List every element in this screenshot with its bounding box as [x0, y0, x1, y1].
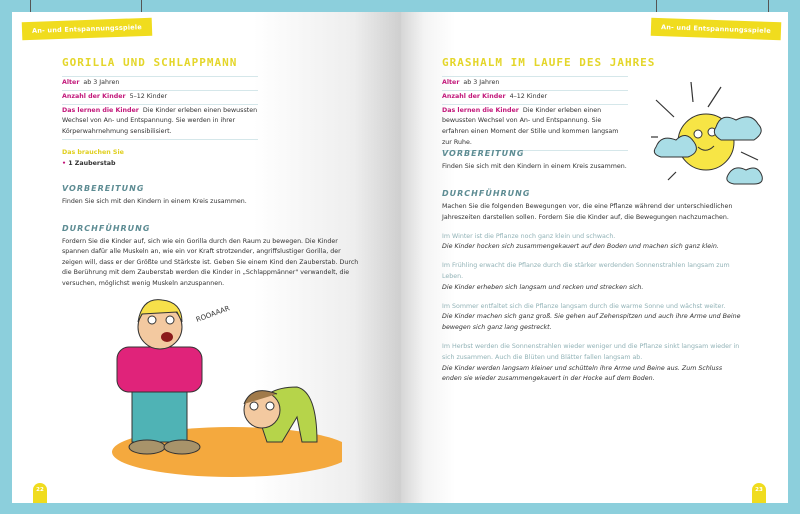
season-summer: [442, 302, 742, 334]
count-label: Anzahl der Kinder: [62, 92, 126, 100]
count-label: Anzahl der Kinder: [442, 92, 506, 100]
preparation: [442, 148, 682, 173]
age-label: Alter: [62, 79, 80, 86]
season-action: Die Kinder hocken sich zusammengekauert auf den Boden und machen sich ganz klein.: [442, 243, 719, 251]
season-text: Im Winter ist die Pflanze noch ganz klein und schwach.: [442, 232, 616, 240]
page-number: 22: [33, 483, 47, 503]
season-winter: [442, 232, 742, 254]
info-box: [442, 76, 628, 151]
season-text: Im Sommer entfaltet sich die Pflanze langsam durch die warme Sonne und wächst weiter.: [442, 302, 726, 310]
season-autumn: [442, 342, 742, 385]
count-value: 4–12 Kinder: [509, 92, 548, 100]
material-item: 1 Zauberstab: [68, 159, 116, 167]
left-page: [12, 12, 401, 503]
page-title: GORILLA UND SCHLAPPMANN: [62, 56, 238, 69]
info-box: [62, 76, 258, 140]
learn-value: Die Kinder erleben einen bewussten Wechsel von An- und Entspannung. Sie erfahren einen Moment der Stille und kommen langsam zur Ruhe.: [442, 106, 619, 146]
season-text: Im Frühling erwacht die Pflanze durch die stärker werdenden Sonnenstrahlen langsam zum Leben.: [442, 262, 730, 280]
procedure: [442, 188, 742, 385]
learn-value: Die Kinder erleben einen bewussten Wechsel von An- und Entspannung. Sie werden in ihrer Körperwahrnehmung sensibilisiert.: [62, 106, 258, 136]
season-spring: [442, 261, 742, 293]
prep-heading: VORBEREITUNG: [62, 184, 145, 193]
prep-heading: VORBEREITUNG: [442, 149, 525, 158]
season-action: Die Kinder machen sich ganz groß. Sie gehen auf Zehenspitzen und auch ihre Arme und Beine bewegen sich ganz lang gestreckt.: [442, 313, 741, 332]
page-number: 23: [752, 483, 766, 503]
sun-illustration: [646, 72, 771, 192]
gorilla-illustration: [82, 292, 342, 492]
season-action: Die Kinder werden langsam kleiner und schütteln ihre Arme und Beine aus. Zum Schluss enden sie wieder zusammengekauert in der Hocke auf dem Boden.: [442, 364, 723, 383]
procedure: [62, 223, 362, 289]
age-value: ab 3 Jahren: [83, 79, 120, 86]
age-value: ab 3 Jahren: [463, 79, 500, 86]
prep-text: Finden Sie sich mit den Kindern in einem Kreis zusammen.: [442, 163, 627, 170]
page-title: GRASHALM IM LAUFE DES JAHRES: [442, 56, 656, 69]
materials: Das brauchen Sie • 1 Zauberstab: [62, 148, 262, 170]
sound-text: ROOAAAR: [194, 304, 231, 324]
section-tab: An- und Entspannungsspiele: [651, 18, 781, 41]
learn-label: Das lernen die Kinder: [442, 106, 519, 114]
procedure-text: Fordern Sie die Kinder auf, sich wie ein Gorilla durch den Raum zu bewegen. Die Kinder spannen dafür alle Muskeln an, wie ein vor Kraft strotzender, angriffslustiger Gorilla, der zeigen will, dass er der Größte und Stärkste ist. Geben Sie einem Kind den Zauberstab. Durch die Berührung mit dem Zauberstab werden die Kinder in „Schlappmänner" verwandelt, die versuchen, möglichst wenig Muskeln anzuspannen.: [62, 238, 359, 287]
section-tab: An- und Entspannungsspiele: [22, 18, 152, 41]
procedure-text: Machen Sie die folgenden Bewegungen vor, die eine Pflanze während der unterschiedlichen Jahreszeiten darstellen sollen. Fordern Sie die Kinder auf, die Bewegungen nachzumachen.: [442, 203, 733, 221]
season-action: Die Kinder erheben sich langsam und recken und strecken sich.: [442, 283, 644, 291]
procedure-heading: DURCHFÜHRUNG: [62, 224, 151, 233]
season-text: Im Herbst werden die Sonnenstrahlen wieder weniger und die Pflanze sinkt langsam wieder in sich zusammen. Auch die Blüten und Blätter fallen langsam ab.: [442, 342, 740, 361]
learn-label: Das lernen die Kinder: [62, 106, 139, 114]
right-page: [401, 12, 788, 503]
age-label: Alter: [442, 79, 460, 86]
prep-text: Finden Sie sich mit den Kindern in einem Kreis zusammen.: [62, 198, 247, 205]
procedure-heading: DURCHFÜHRUNG: [442, 189, 531, 198]
preparation: [62, 183, 262, 208]
materials-heading: Das brauchen Sie: [62, 149, 124, 156]
count-value: 5–12 Kinder: [129, 92, 168, 100]
